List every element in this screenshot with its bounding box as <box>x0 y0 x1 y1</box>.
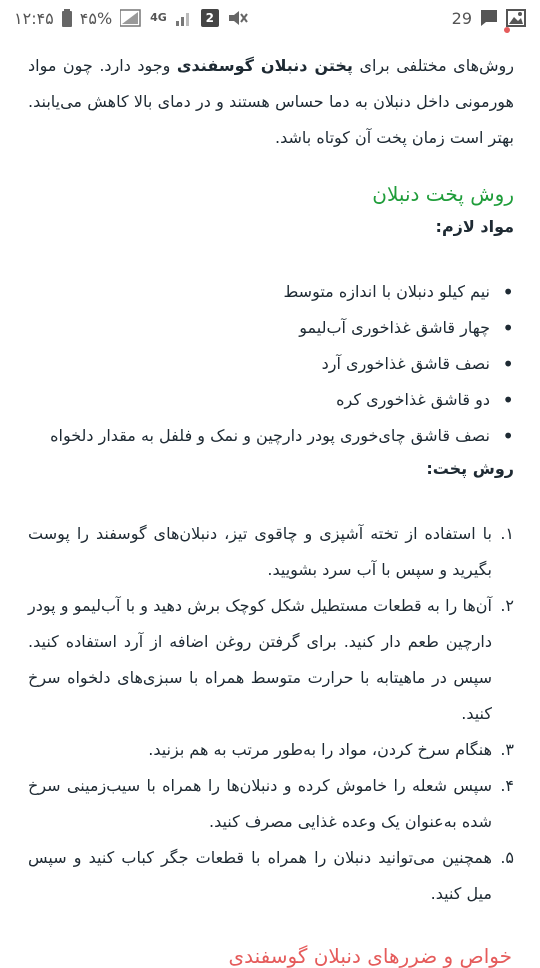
list-item <box>28 516 514 588</box>
notification-count: 29 <box>451 8 472 28</box>
network-type: 4G <box>150 11 167 24</box>
step-text: همچنین می‌توانید دنبلان را همراه با قطعات جگر کباب کنید و سپس میل کنید. <box>28 848 492 903</box>
intro-text-2: وجود دارد. چون مواد هورمونی داخل دنبلان به دما حساس هستند و در دمای بالا کاهش می‌یابند. بهتر است زمان پخت آن کوتاه باشد. <box>28 56 514 147</box>
step-text: آن‌ها را به قطعات مستطیل شکل کوچک برش دهید و با آب‌لیمو و پودر دارچین طعم دار کنید. برای گرفتن روغن اضافه از آرد استفاده کنید. سپس در ماهیتابه با حرارت متوسط همراه با سبزی‌های دلخواه سرخ کنید. <box>28 596 492 723</box>
list-item: • نیم کیلو دنبلان با اندازه متوسط <box>28 274 490 310</box>
list-item <box>28 840 514 912</box>
section-title: روش پخت دنبلان <box>372 182 514 206</box>
status-time: ۱۲:۴۵ <box>14 8 54 28</box>
step-number: ۵. <box>500 848 514 867</box>
status-bar <box>0 0 540 36</box>
steps-list <box>28 516 514 912</box>
signal-icon <box>120 8 142 28</box>
mute-icon <box>227 9 249 27</box>
battery-icon <box>62 9 72 27</box>
battery-percent: ۴۵% <box>79 8 113 28</box>
sim-badge: 2 <box>201 9 219 27</box>
list-item: • چهار قاشق غذاخوری آب‌لیمو <box>28 310 490 346</box>
list-item <box>28 732 514 768</box>
message-icon <box>480 9 498 27</box>
article-content <box>28 48 514 912</box>
status-left <box>14 8 249 28</box>
intro-bold-text: پختن دنبلان گوسفندی <box>176 56 353 75</box>
step-number: ۳. <box>500 740 514 759</box>
image-icon <box>506 9 526 27</box>
accent-dot <box>504 27 510 33</box>
intro-paragraph <box>28 48 514 156</box>
intro-text-1: روش‌های مختلفی برای <box>352 56 515 75</box>
step-text: با استفاده از تخته آشپزی و چاقوی تیز، دنبلان‌های گوسفند را پوست بگیرید و سپس با آب سرد بشویید. <box>28 524 492 579</box>
method-heading: روش پخت: <box>426 459 514 478</box>
list-item: • نصف قاشق چای‌خوری پودر دارچین و نمک و فلفل به مقدار دلخواه <box>28 418 490 454</box>
ingredients-heading: مواد لازم: <box>435 217 514 236</box>
signal-bars-icon <box>175 9 193 27</box>
ingredients-list <box>28 274 514 454</box>
step-number: ۲. <box>500 596 514 615</box>
step-text: هنگام سرخ کردن، مواد را به‌طور مرتب به هم بزنید. <box>148 740 492 759</box>
step-text: سپس شعله را خاموش کرده و دنبلان‌ها را همراه با سیب‌زمینی سرخ شده به‌عنوان یک وعده غذایی مصرف کنید. <box>28 776 492 831</box>
step-number: ۱. <box>500 524 514 543</box>
list-item <box>28 768 514 840</box>
list-item: • دو قاشق غذاخوری کره <box>28 382 490 418</box>
step-number: ۴. <box>500 776 514 795</box>
list-item <box>28 588 514 732</box>
list-item: • نصف قاشق غذاخوری آرد <box>28 346 490 382</box>
status-right <box>452 9 526 28</box>
next-section-heading: خواص و ضررهای دنبلان گوسفندی <box>228 944 512 968</box>
